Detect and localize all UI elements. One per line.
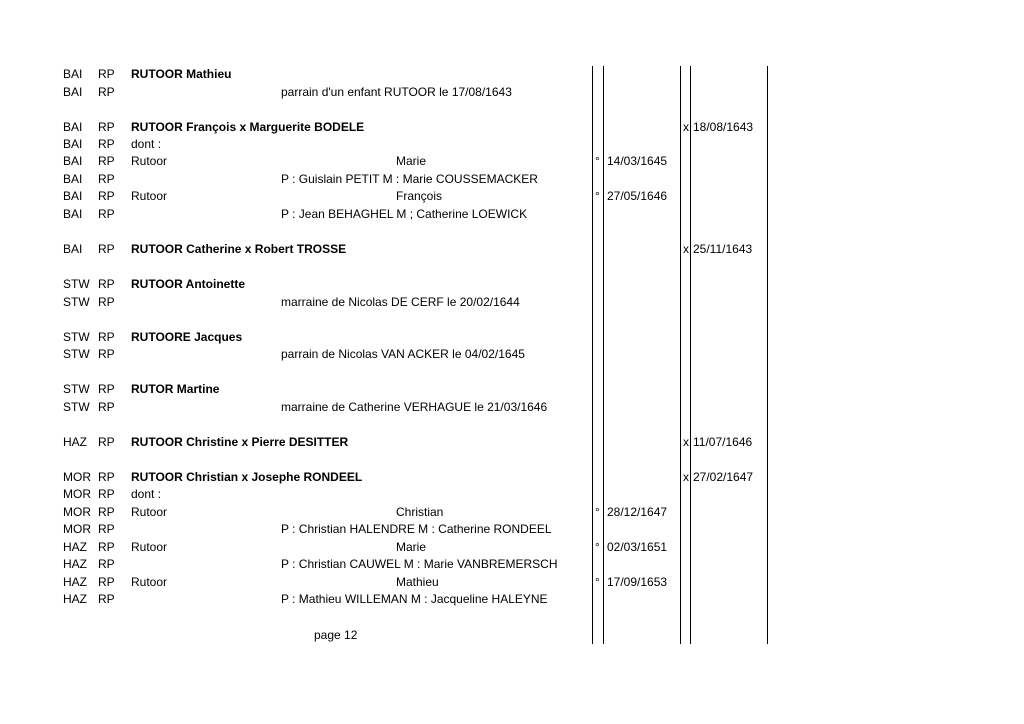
given-name-cell: Mathieu bbox=[396, 575, 439, 589]
entry-row bbox=[0, 434, 1024, 451]
entry-row bbox=[0, 329, 1024, 346]
note-cell: P : Christian HALENDRE M : Catherine RONDEEL bbox=[281, 522, 552, 536]
note-cell: P : Guislain PETIT M : Marie COUSSEMACKER bbox=[281, 172, 538, 186]
entry-row bbox=[0, 119, 1024, 136]
name-cell: RUTOOR Catherine x Robert TROSSE bbox=[131, 242, 347, 256]
entry-row bbox=[0, 276, 1024, 293]
record-type-cell: RP bbox=[98, 400, 115, 414]
place-cell: BAI bbox=[63, 207, 83, 221]
note-cell: parrain de Nicolas VAN ACKER le 04/02/1645 bbox=[281, 347, 525, 361]
entry-row bbox=[0, 346, 1024, 363]
place-cell: MOR bbox=[63, 487, 91, 501]
name-cell: Rutoor bbox=[131, 189, 168, 203]
record-type-cell: RP bbox=[98, 67, 115, 81]
place-cell: BAI bbox=[63, 172, 83, 186]
name-cell: Rutoor bbox=[131, 575, 168, 589]
record-type-cell: RP bbox=[98, 435, 115, 449]
entry-row bbox=[0, 294, 1024, 311]
marriage-date: 27/02/1647 bbox=[693, 470, 754, 484]
given-name-cell: Marie bbox=[396, 154, 427, 168]
given-name-cell: Christian bbox=[396, 505, 444, 519]
note-cell: P : Jean BEHAGHEL M ; Catherine LOEWICK bbox=[281, 207, 528, 221]
name-cell: RUTOORE Jacques bbox=[131, 330, 243, 344]
baptism-date: 02/03/1651 bbox=[607, 540, 668, 554]
baptism-mark: ° bbox=[595, 575, 600, 589]
record-type-cell: RP bbox=[98, 592, 115, 606]
record-type-cell: RP bbox=[98, 557, 115, 571]
place-cell: BAI bbox=[63, 120, 83, 134]
record-type-cell: RP bbox=[98, 85, 115, 99]
record-type-cell: RP bbox=[98, 347, 115, 361]
baptism-mark: ° bbox=[595, 189, 600, 203]
record-type-cell: RP bbox=[98, 295, 115, 309]
place-cell: MOR bbox=[63, 470, 91, 484]
entry-row bbox=[0, 591, 1024, 608]
entry-row bbox=[0, 188, 1024, 205]
marriage-date: 25/11/1643 bbox=[693, 242, 753, 256]
record-type-cell: RP bbox=[98, 120, 115, 134]
note-cell: marraine de Nicolas DE CERF le 20/02/1644 bbox=[281, 295, 520, 309]
baptism-mark: ° bbox=[595, 540, 600, 554]
place-cell: MOR bbox=[63, 505, 91, 519]
record-type-cell: RP bbox=[98, 330, 115, 344]
name-cell: RUTOOR Antoinette bbox=[131, 277, 245, 291]
entry-row bbox=[0, 206, 1024, 223]
place-cell: HAZ bbox=[63, 540, 87, 554]
entry-row bbox=[0, 381, 1024, 398]
record-type-cell: RP bbox=[98, 522, 115, 536]
page-number: page 12 bbox=[314, 628, 358, 642]
record-type-cell: RP bbox=[98, 172, 115, 186]
baptism-mark: ° bbox=[595, 154, 600, 168]
entry-row bbox=[0, 469, 1024, 486]
place-cell: STW bbox=[63, 382, 90, 396]
marriage-date: 11/07/1646 bbox=[693, 435, 753, 449]
name-cell: RUTOOR Mathieu bbox=[131, 67, 232, 81]
entry-row bbox=[0, 153, 1024, 170]
name-cell: dont : bbox=[131, 137, 162, 151]
name-cell: RUTOOR Christian x Josephe RONDEEL bbox=[131, 470, 363, 484]
note-cell: P : Mathieu WILLEMAN M : Jacqueline HALEYNE bbox=[281, 592, 548, 606]
record-type-cell: RP bbox=[98, 137, 115, 151]
record-type-cell: RP bbox=[98, 242, 115, 256]
entry-row bbox=[0, 521, 1024, 538]
place-cell: HAZ bbox=[63, 575, 87, 589]
baptism-date: 17/09/1653 bbox=[607, 575, 668, 589]
place-cell: BAI bbox=[63, 242, 83, 256]
entry-row bbox=[0, 486, 1024, 503]
record-type-cell: RP bbox=[98, 382, 115, 396]
marriage-mark: x bbox=[683, 120, 689, 134]
place-cell: STW bbox=[63, 277, 90, 291]
marriage-date: 18/08/1643 bbox=[693, 120, 754, 134]
name-cell: Rutoor bbox=[131, 154, 168, 168]
entry-row bbox=[0, 84, 1024, 101]
record-type-cell: RP bbox=[98, 540, 115, 554]
entry-row bbox=[0, 241, 1024, 258]
record-type-cell: RP bbox=[98, 207, 115, 221]
place-cell: STW bbox=[63, 400, 90, 414]
place-cell: MOR bbox=[63, 522, 91, 536]
name-cell: RUTOOR François x Marguerite BODELE bbox=[131, 120, 365, 134]
baptism-date: 27/05/1646 bbox=[607, 189, 668, 203]
given-name-cell: François bbox=[396, 189, 443, 203]
record-type-cell: RP bbox=[98, 575, 115, 589]
name-cell: Rutoor bbox=[131, 505, 168, 519]
marriage-mark: x bbox=[683, 242, 689, 256]
place-cell: STW bbox=[63, 295, 90, 309]
entry-row bbox=[0, 556, 1024, 573]
name-cell: RUTOR Martine bbox=[131, 382, 220, 396]
name-cell: Rutoor bbox=[131, 540, 168, 554]
entry-row bbox=[0, 399, 1024, 416]
entry-row bbox=[0, 66, 1024, 83]
entry-row bbox=[0, 136, 1024, 153]
record-type-cell: RP bbox=[98, 470, 115, 484]
entry-row bbox=[0, 574, 1024, 591]
entry-row bbox=[0, 171, 1024, 188]
baptism-date: 28/12/1647 bbox=[607, 505, 668, 519]
place-cell: STW bbox=[63, 347, 90, 361]
record-type-cell: RP bbox=[98, 189, 115, 203]
place-cell: BAI bbox=[63, 85, 83, 99]
place-cell: BAI bbox=[63, 189, 83, 203]
place-cell: HAZ bbox=[63, 592, 87, 606]
place-cell: BAI bbox=[63, 137, 83, 151]
place-cell: HAZ bbox=[63, 435, 87, 449]
note-cell: P : Christian CAUWEL M : Marie VANBREMERSCH bbox=[281, 557, 558, 571]
place-cell: STW bbox=[63, 330, 90, 344]
note-cell: marraine de Catherine VERHAGUE le 21/03/1646 bbox=[281, 400, 548, 414]
baptism-mark: ° bbox=[595, 505, 600, 519]
note-cell: parrain d'un enfant RUTOOR le 17/08/1643 bbox=[281, 85, 512, 99]
record-type-cell: RP bbox=[98, 505, 115, 519]
name-cell: RUTOOR Christine x Pierre DESITTER bbox=[131, 435, 349, 449]
place-cell: BAI bbox=[63, 67, 83, 81]
name-cell: dont : bbox=[131, 487, 162, 501]
record-type-cell: RP bbox=[98, 154, 115, 168]
marriage-mark: x bbox=[683, 435, 689, 449]
marriage-mark: x bbox=[683, 470, 689, 484]
given-name-cell: Marie bbox=[396, 540, 427, 554]
place-cell: HAZ bbox=[63, 557, 87, 571]
record-type-cell: RP bbox=[98, 487, 115, 501]
record-type-cell: RP bbox=[98, 277, 115, 291]
baptism-date: 14/03/1645 bbox=[607, 154, 668, 168]
place-cell: BAI bbox=[63, 154, 83, 168]
entry-row bbox=[0, 504, 1024, 521]
entry-row bbox=[0, 539, 1024, 556]
